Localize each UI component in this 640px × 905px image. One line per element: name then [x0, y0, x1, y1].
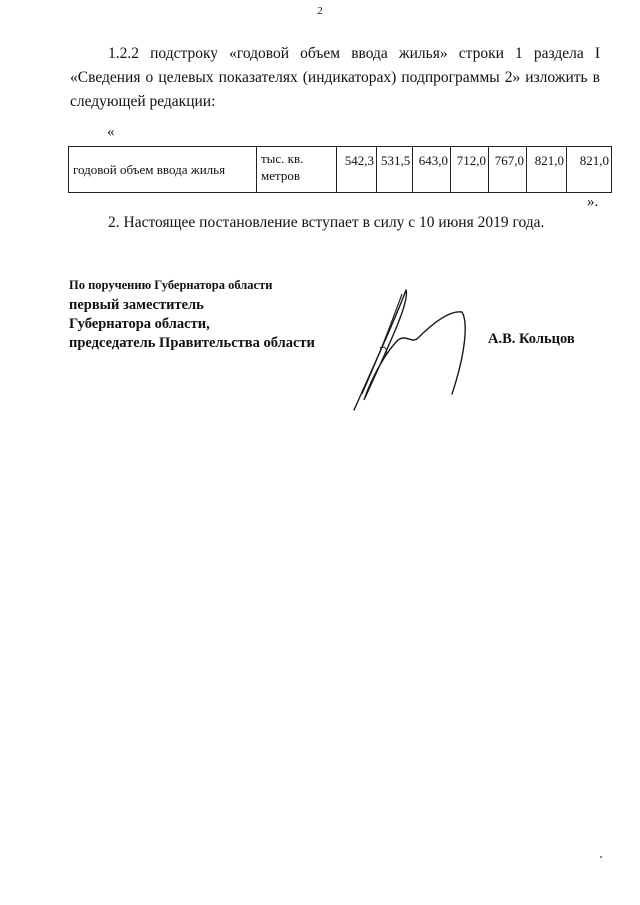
value-cell: 643,0: [413, 147, 451, 193]
opening-quote: «: [107, 124, 115, 140]
closing-quote: ».: [587, 194, 599, 210]
indicator-row: [69, 147, 612, 193]
signature-block: [69, 278, 315, 353]
value-cell: 821,0: [527, 147, 567, 193]
effective-date-paragraph: 2. Настоящее постановление вступает в силу с 10 июня 2019 года.: [108, 214, 545, 231]
value-cell: 712,0: [451, 147, 489, 193]
signatory-position-line: первый заместитель: [69, 297, 204, 313]
signature-intro: По поручению Губернатора области: [69, 278, 273, 292]
amendment-text: 1.2.2 подстроку «годовой объем ввода жилья» строки 1 раздела I «Сведения о целевых показателях (индикаторах) подпрограммы 2» изложить в следующей редакции:: [70, 45, 600, 110]
page-number: 2: [317, 5, 323, 17]
value-cell: 531,5: [377, 147, 413, 193]
value-cell: 767,0: [489, 147, 527, 193]
value-cell: 821,0: [567, 147, 612, 193]
indicator-table: [68, 146, 612, 193]
scan-speck: [600, 856, 602, 858]
handwritten-signature: [340, 282, 480, 422]
indicator-name-cell: годовой объем ввода жилья: [69, 147, 257, 193]
unit-cell: тыс. кв. метров: [257, 147, 337, 193]
signer-name: А.В. Кольцов: [488, 331, 575, 347]
amendment-paragraph: [70, 42, 600, 114]
value-cell: 542,3: [337, 147, 377, 193]
signatory-position-line: Губернатора области,: [69, 316, 210, 332]
signatory-position-line: председатель Правительства области: [69, 335, 315, 351]
